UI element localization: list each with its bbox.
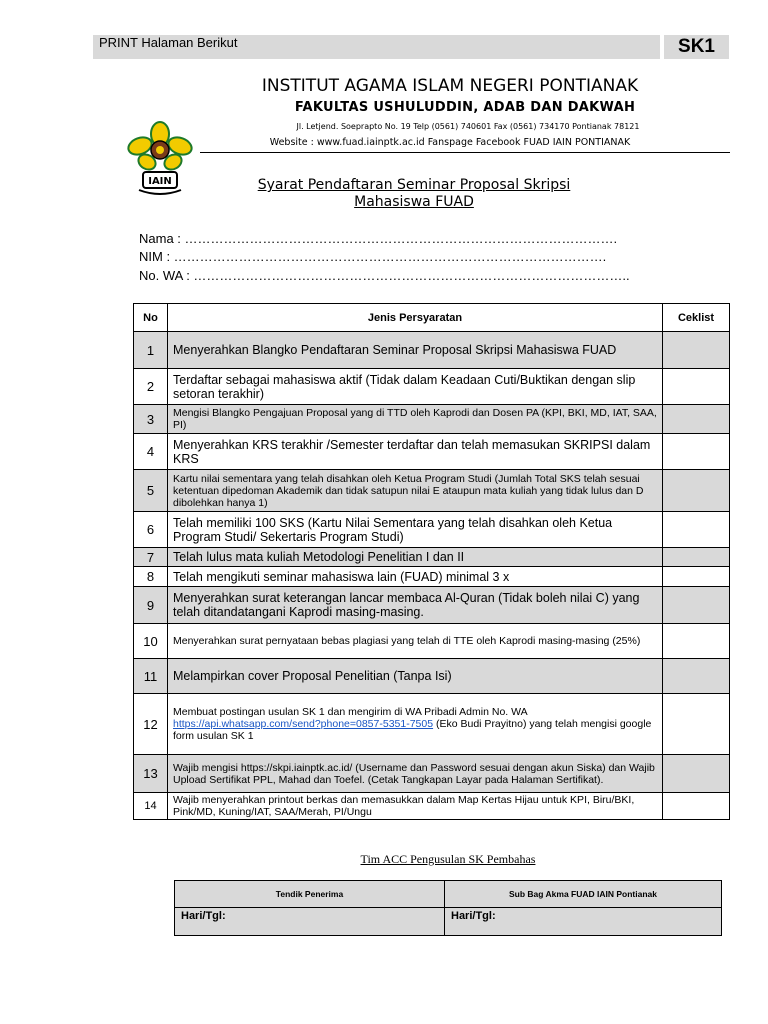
nama-field[interactable]: Nama : ………………………………………………………………………………………. — [139, 231, 618, 246]
checklist-cell[interactable] — [663, 332, 730, 369]
requirement-text: Wajib menyerahkan printout berkas dan memasukkan dalam Map Kertas Hijau untuk KPI, Biru/BKI, Pink/MD, Kuning/IAT, SAA/Merah, PI/Ungu — [168, 793, 663, 820]
requirement-text: Menyerahkan Blangko Pendaftaran Seminar Proposal Skripsi Mahasiswa FUAD — [168, 332, 663, 369]
table-row — [134, 567, 730, 587]
print-banner — [93, 35, 660, 59]
logo-flower-icon — [127, 122, 193, 173]
requirement-text: Mengisi Blangko Pengajuan Proposal yang di TTD oleh Kaprodi dan Dosen PA (KPI, BKI, MD, IAT, SAA, PI) — [168, 405, 663, 434]
table-row — [134, 332, 730, 369]
checklist-cell[interactable] — [663, 624, 730, 659]
table-row — [134, 694, 730, 755]
acc-header-tendik: Tendik Penerima — [175, 881, 445, 908]
table-row — [134, 434, 730, 470]
acc-date-tendik[interactable]: Hari/Tgl: — [175, 908, 445, 936]
form-code-badge: SK1 — [664, 35, 729, 59]
print-label: PRINT Halaman Berikut — [99, 35, 238, 50]
checklist-cell[interactable] — [663, 694, 730, 755]
row-number: 13 — [134, 755, 168, 793]
row-number: 2 — [134, 369, 168, 405]
row-number: 7 — [134, 548, 168, 567]
acc-date-row — [175, 908, 722, 936]
title-line-2: Mahasiswa FUAD — [354, 194, 474, 210]
requirement-text: Telah lulus mata kuliah Metodologi Penelitian I dan II — [168, 548, 663, 567]
row-number: 4 — [134, 434, 168, 470]
page-title — [200, 177, 628, 211]
table-row — [134, 470, 730, 512]
checklist-cell[interactable] — [663, 470, 730, 512]
checklist-cell[interactable] — [663, 659, 730, 694]
checklist-cell[interactable] — [663, 793, 730, 820]
table-row — [134, 659, 730, 694]
table-row — [134, 755, 730, 793]
requirement-text-end: (Eko Budi Prayitno) yang telah mengisi google form usulan SK 1 — [173, 718, 652, 742]
requirement-text: Wajib mengisi https://skpi.iainptk.ac.id/ (Username dan Password sesuai dengan akun Siska) dan Wajib Upload Sertifikat PPL, Mahad dan Toefel. (Cetak Tangkapan Layar pada Halaman Sertifikat). — [168, 755, 663, 793]
row-number: 10 — [134, 624, 168, 659]
institution-address: Jl. Letjend. Soeprapto No. 19 Telp (0561) 740601 Fax (0561) 734170 Pontianak 78121 — [296, 122, 640, 131]
table-row — [134, 369, 730, 405]
acc-header-subbag: Sub Bag Akma FUAD IAIN Pontianak — [445, 881, 722, 908]
acc-team-caption: Tim ACC Pengusulan SK Pembahas — [360, 852, 536, 866]
requirement-text-start: Membuat postingan usulan SK 1 dan mengirim di WA Pribadi Admin No. WA — [173, 706, 528, 718]
table-header-row — [134, 304, 730, 332]
header-no: No — [134, 304, 168, 332]
table-row — [134, 548, 730, 567]
wa-field[interactable]: No. WA : ……………………………………………………………………………………….. — [139, 268, 630, 283]
requirements-table — [133, 303, 730, 820]
iain-logo — [127, 120, 193, 196]
requirement-text: Kartu nilai sementara yang telah disahkan oleh Ketua Program Studi (Jumlah Total SKS telah sesuai ketentuan dipedoman Akademik dan tidak satupun nilai E ataupun mata kuliah yang tidak lulus dan D dibolehkan hanya 1) — [168, 470, 663, 512]
requirement-text — [168, 694, 663, 755]
header-ceklist: Ceklist — [663, 304, 730, 332]
acc-date-subbag[interactable]: Hari/Tgl: — [445, 908, 722, 936]
checklist-cell[interactable] — [663, 512, 730, 548]
row-number: 5 — [134, 470, 168, 512]
checklist-cell[interactable] — [663, 587, 730, 624]
institution-website: Website : www.fuad.iainptk.ac.id Fanspage Facebook FUAD IAIN PONTIANAK — [269, 137, 631, 148]
row-number: 3 — [134, 405, 168, 434]
row-number: 9 — [134, 587, 168, 624]
requirement-text: Telah mengikuti seminar mahasiswa lain (FUAD) minimal 3 x — [168, 567, 663, 587]
table-row — [134, 587, 730, 624]
checklist-cell[interactable] — [663, 548, 730, 567]
requirement-text: Menyerahkan KRS terakhir /Semester terdaftar dan telah memasukan SKRIPSI dalam KRS — [168, 434, 663, 470]
acc-header-row — [175, 881, 722, 908]
table-row — [134, 624, 730, 659]
header-divider — [200, 152, 730, 153]
logo-emblem-icon — [139, 172, 181, 194]
requirement-text: Telah memiliki 100 SKS (Kartu Nilai Sementara yang telah disahkan oleh Ketua Program Studi/ Sekertaris Program Studi) — [168, 512, 663, 548]
whatsapp-link[interactable]: https://api.whatsapp.com/send?phone=0857-5351-7505 — [173, 718, 434, 730]
institution-name: INSTITUT AGAMA ISLAM NEGERI PONTIANAK — [261, 76, 639, 96]
row-number: 8 — [134, 567, 168, 587]
checklist-cell[interactable] — [663, 405, 730, 434]
nim-field[interactable]: NIM : ………………………………………………………………………………………. — [139, 249, 607, 264]
row-number: 6 — [134, 512, 168, 548]
table-row — [134, 793, 730, 820]
row-number: 12 — [134, 694, 168, 755]
requirement-text: Menyerahkan surat pernyataan bebas plagiasi yang telah di TTE oleh Kaprodi masing-masing (25%) — [168, 624, 663, 659]
table-row — [134, 405, 730, 434]
checklist-cell[interactable] — [663, 567, 730, 587]
header-jenis: Jenis Persyaratan — [168, 304, 663, 332]
row-number: 14 — [134, 793, 168, 820]
requirement-text: Menyerahkan surat keterangan lancar membaca Al-Quran (Tidak boleh nilai C) yang telah ditandatangani Kaprodi masing-masing. — [168, 587, 663, 624]
logo-text: IAIN — [148, 176, 172, 187]
checklist-cell[interactable] — [663, 755, 730, 793]
requirement-text: Melampirkan cover Proposal Penelitian (Tanpa Isi) — [168, 659, 663, 694]
checklist-cell[interactable] — [663, 434, 730, 470]
table-row — [134, 512, 730, 548]
row-number: 1 — [134, 332, 168, 369]
faculty-name: FAKULTAS USHULUDDIN, ADAB DAN DAKWAH — [294, 100, 636, 115]
title-line-1: Syarat Pendaftaran Seminar Proposal Skripsi — [257, 177, 571, 193]
checklist-cell[interactable] — [663, 369, 730, 405]
acc-table — [174, 880, 722, 936]
requirement-text: Terdaftar sebagai mahasiswa aktif (Tidak dalam Keadaan Cuti/Buktikan dengan slip setoran terakhir) — [168, 369, 663, 405]
row-number: 11 — [134, 659, 168, 694]
